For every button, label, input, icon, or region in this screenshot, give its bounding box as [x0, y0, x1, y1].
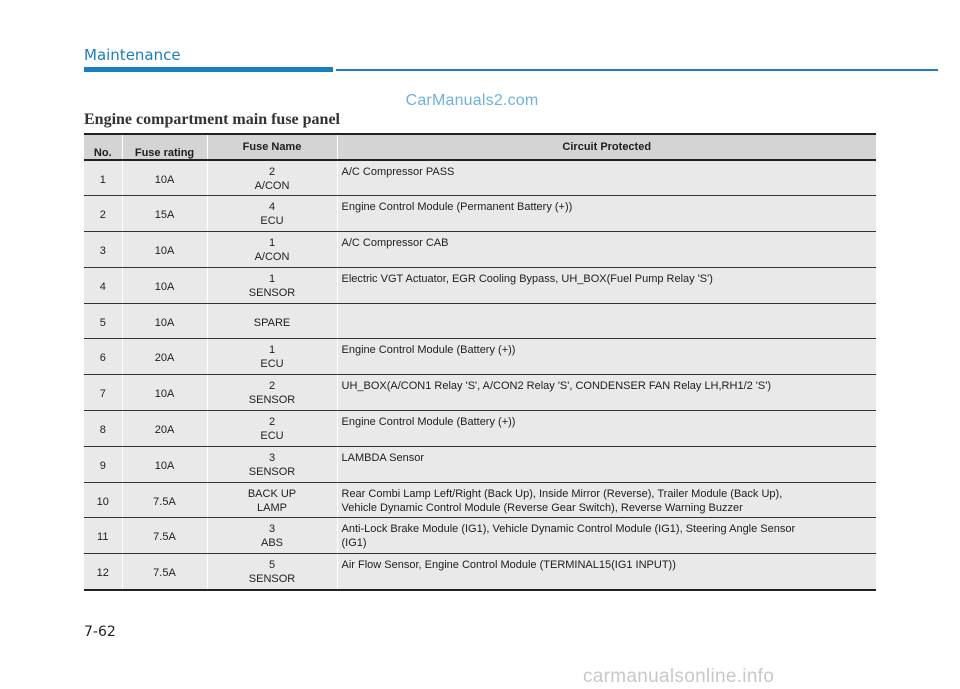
cell-circuit: Engine Control Module (Battery (+)) — [337, 411, 876, 447]
column-header-circuit-protected: Circuit Protected — [337, 134, 876, 160]
cell-rating: 7.5A — [122, 482, 207, 518]
fuse-name-line: ECU — [260, 430, 284, 443]
cell-rating: 20A — [122, 339, 207, 375]
table-row — [84, 303, 876, 339]
cell-circuit: LAMBDA Sensor — [337, 446, 876, 482]
cell-fuse-name — [207, 303, 337, 339]
cell-no: 12 — [84, 554, 122, 590]
cell-rating: 10A — [122, 446, 207, 482]
cell-fuse-name — [207, 411, 337, 447]
fuse-name-line: 4 — [268, 201, 276, 214]
cell-circuit: Air Flow Sensor, Engine Control Module (TERMINAL15(IG1 INPUT)) — [337, 554, 876, 590]
table-row — [84, 554, 876, 590]
column-header-fuse-name: Fuse Name — [207, 134, 337, 160]
cell-fuse-name — [207, 446, 337, 482]
cell-rating: 10A — [122, 232, 207, 268]
fuse-name-line: A/CON — [254, 180, 290, 192]
fuse-name-line: A/CON — [254, 251, 290, 264]
cell-no: 5 — [84, 303, 122, 339]
table-row — [84, 518, 876, 554]
fuse-name-line: 2 — [268, 166, 276, 178]
cell-no: 7 — [84, 375, 122, 411]
table-row — [84, 160, 876, 196]
cell-circuit — [337, 518, 876, 554]
cell-rating: 20A — [122, 411, 207, 447]
cell-circuit: UH_BOX(A/CON1 Relay 'S', A/CON2 Relay 'S', CONDENSER FAN Relay LH,RH1/2 'S') — [337, 375, 876, 411]
fuse-name-line: 2 — [268, 380, 276, 393]
fuse-name-line: 3 — [268, 451, 276, 464]
cell-circuit: Engine Control Module (Permanent Battery (+)) — [337, 196, 876, 232]
table-row — [84, 446, 876, 482]
fuse-name-line: LAMP — [257, 501, 287, 514]
cell-no: 4 — [84, 267, 122, 303]
table-row — [84, 482, 876, 518]
cell-no: 2 — [84, 196, 122, 232]
cell-no: 3 — [84, 232, 122, 268]
circuit-line: Anti-Lock Brake Module (IG1), Vehicle Dynamic Control Module (IG1), Steering Angle Sensor — [341, 523, 796, 536]
header-rule-thick — [84, 67, 333, 72]
top-watermark[interactable]: CarManuals2.com — [405, 92, 539, 109]
cell-no: 10 — [84, 482, 122, 518]
cell-no: 9 — [84, 446, 122, 482]
page-number: 7-62 — [84, 624, 116, 640]
table-row — [84, 411, 876, 447]
fuse-table — [84, 133, 876, 591]
cell-circuit — [337, 482, 876, 518]
table-row — [84, 196, 876, 232]
cell-fuse-name — [207, 482, 337, 518]
cell-circuit: A/C Compressor CAB — [337, 232, 876, 268]
fuse-name-line: BACK UP — [247, 487, 297, 500]
column-header-no: No. — [84, 134, 122, 160]
cell-circuit: Engine Control Module (Battery (+)) — [337, 339, 876, 375]
fuse-name-line: 1 — [268, 237, 276, 250]
cell-circuit — [337, 303, 876, 339]
cell-fuse-name — [207, 196, 337, 232]
table-row — [84, 232, 876, 268]
circuit-line: Vehicle Dynamic Control Module (Reverse Gear Switch), Reverse Warning Buzzer — [341, 501, 743, 514]
fuse-name-line: 5 — [268, 559, 276, 572]
cell-fuse-name — [207, 518, 337, 554]
cell-fuse-name — [207, 267, 337, 303]
fuse-name-line: 2 — [268, 416, 276, 429]
cell-rating: 7.5A — [122, 518, 207, 554]
cell-no: 11 — [84, 518, 122, 554]
fuse-name-line: SENSOR — [248, 465, 296, 478]
cell-fuse-name — [207, 339, 337, 375]
section-title: Maintenance — [84, 46, 181, 64]
table-row — [84, 339, 876, 375]
cell-fuse-name — [207, 375, 337, 411]
cell-rating: 10A — [122, 267, 207, 303]
fuse-name-line: ECU — [260, 358, 284, 371]
fuse-name-line: SPARE — [253, 316, 291, 329]
cell-rating: 7.5A — [122, 554, 207, 590]
cell-no: 8 — [84, 411, 122, 447]
table-row — [84, 267, 876, 303]
cell-circuit: Electric VGT Actuator, EGR Cooling Bypass, UH_BOX(Fuel Pump Relay 'S') — [337, 267, 876, 303]
fuse-name-line: SENSOR — [248, 394, 296, 407]
cell-rating: 10A — [122, 303, 207, 339]
fuse-name-line: 3 — [268, 523, 276, 536]
cell-fuse-name — [207, 554, 337, 590]
cell-rating: 10A — [122, 160, 207, 196]
table-row — [84, 375, 876, 411]
cell-no: 1 — [84, 160, 122, 196]
cell-rating: 10A — [122, 375, 207, 411]
table-header-row — [84, 134, 876, 160]
bottom-watermark[interactable]: carmanualsonline.info — [583, 666, 775, 687]
fuse-name-line: SENSOR — [248, 286, 296, 299]
circuit-line: (IG1) — [341, 537, 367, 550]
cell-no: 6 — [84, 339, 122, 375]
column-header-fuse-rating: Fuse rating — [122, 134, 207, 160]
header-rule-thin — [336, 69, 938, 71]
fuse-name-line: 1 — [268, 272, 276, 285]
fuse-name-line: ABS — [260, 537, 283, 550]
cell-fuse-name — [207, 232, 337, 268]
fuse-name-line: SENSOR — [248, 573, 296, 586]
fuse-name-line: ECU — [260, 215, 284, 228]
cell-fuse-name — [207, 160, 337, 196]
cell-circuit: A/C Compressor PASS — [337, 160, 876, 196]
table-heading: Engine compartment main fuse panel — [84, 111, 340, 128]
fuse-name-line: 1 — [268, 344, 276, 357]
cell-rating: 15A — [122, 196, 207, 232]
circuit-line: Rear Combi Lamp Left/Right (Back Up), Inside Mirror (Reverse), Trailer Module (Back Up), — [341, 487, 783, 500]
